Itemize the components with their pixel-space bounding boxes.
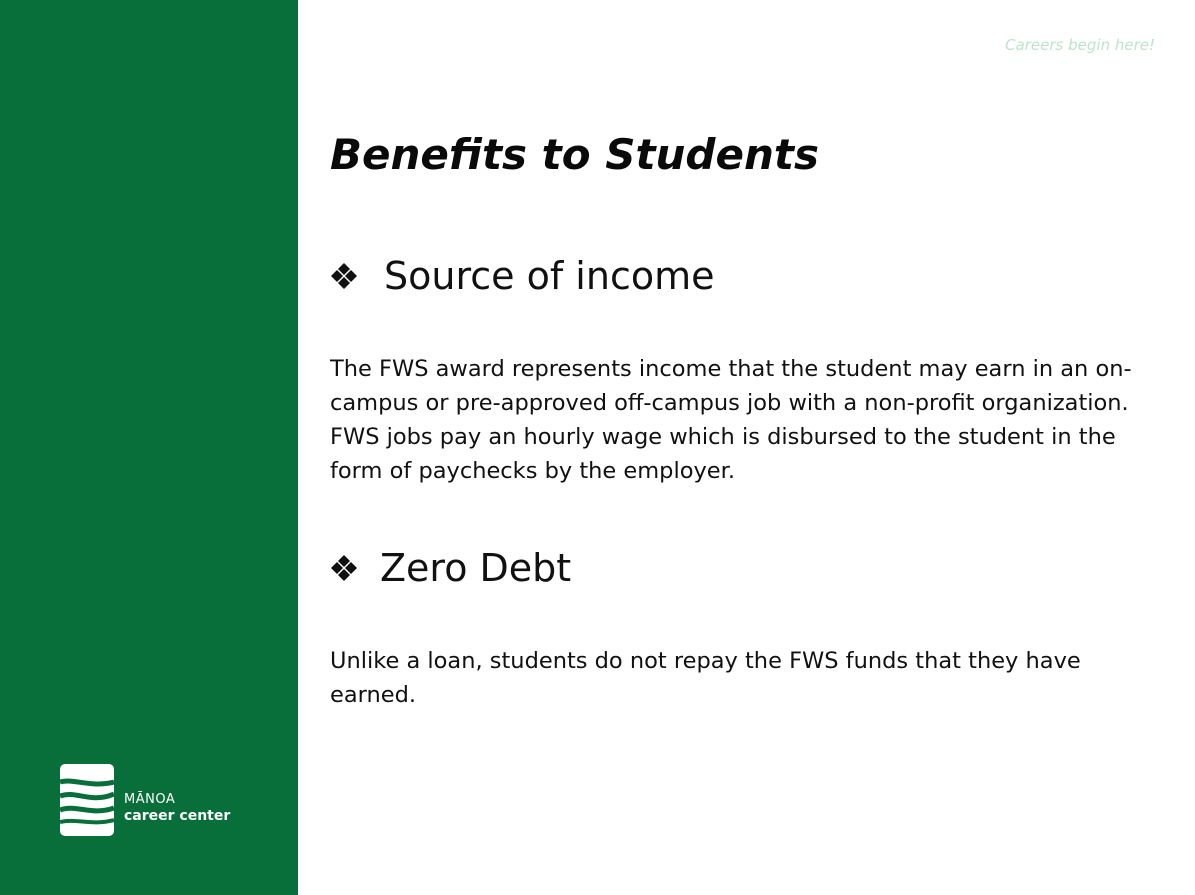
logo-line-career-center: career center — [124, 808, 231, 824]
section-heading-zero-debt — [330, 546, 571, 590]
section-heading-income — [330, 254, 714, 298]
manoa-logo-icon — [60, 764, 114, 836]
section-heading-text: Zero Debt — [380, 546, 572, 590]
section-heading-text: Source of income — [384, 254, 715, 298]
green-sidebar — [0, 0, 298, 895]
section-body-income: The FWS award represents income that the student may earn in an on-campus or pre-approved off-campus job with a non-profit organization. FWS jobs pay an hourly wage which is disbursed to the student in the form of paychecks by the employer. — [330, 356, 1132, 484]
logo-text — [124, 792, 230, 824]
tagline: Careers begin here! — [1005, 36, 1155, 54]
diamond-bullet-icon — [330, 554, 358, 582]
manoa-career-center-logo — [60, 764, 260, 836]
logo-line-manoa: MĀNOA — [124, 792, 176, 807]
section-body-zero-debt: Unlike a loan, students do not repay the FWS funds that they have earned. — [330, 648, 1081, 708]
slide-title: Benefits to Students — [330, 130, 819, 179]
diamond-bullet-icon — [330, 262, 358, 290]
